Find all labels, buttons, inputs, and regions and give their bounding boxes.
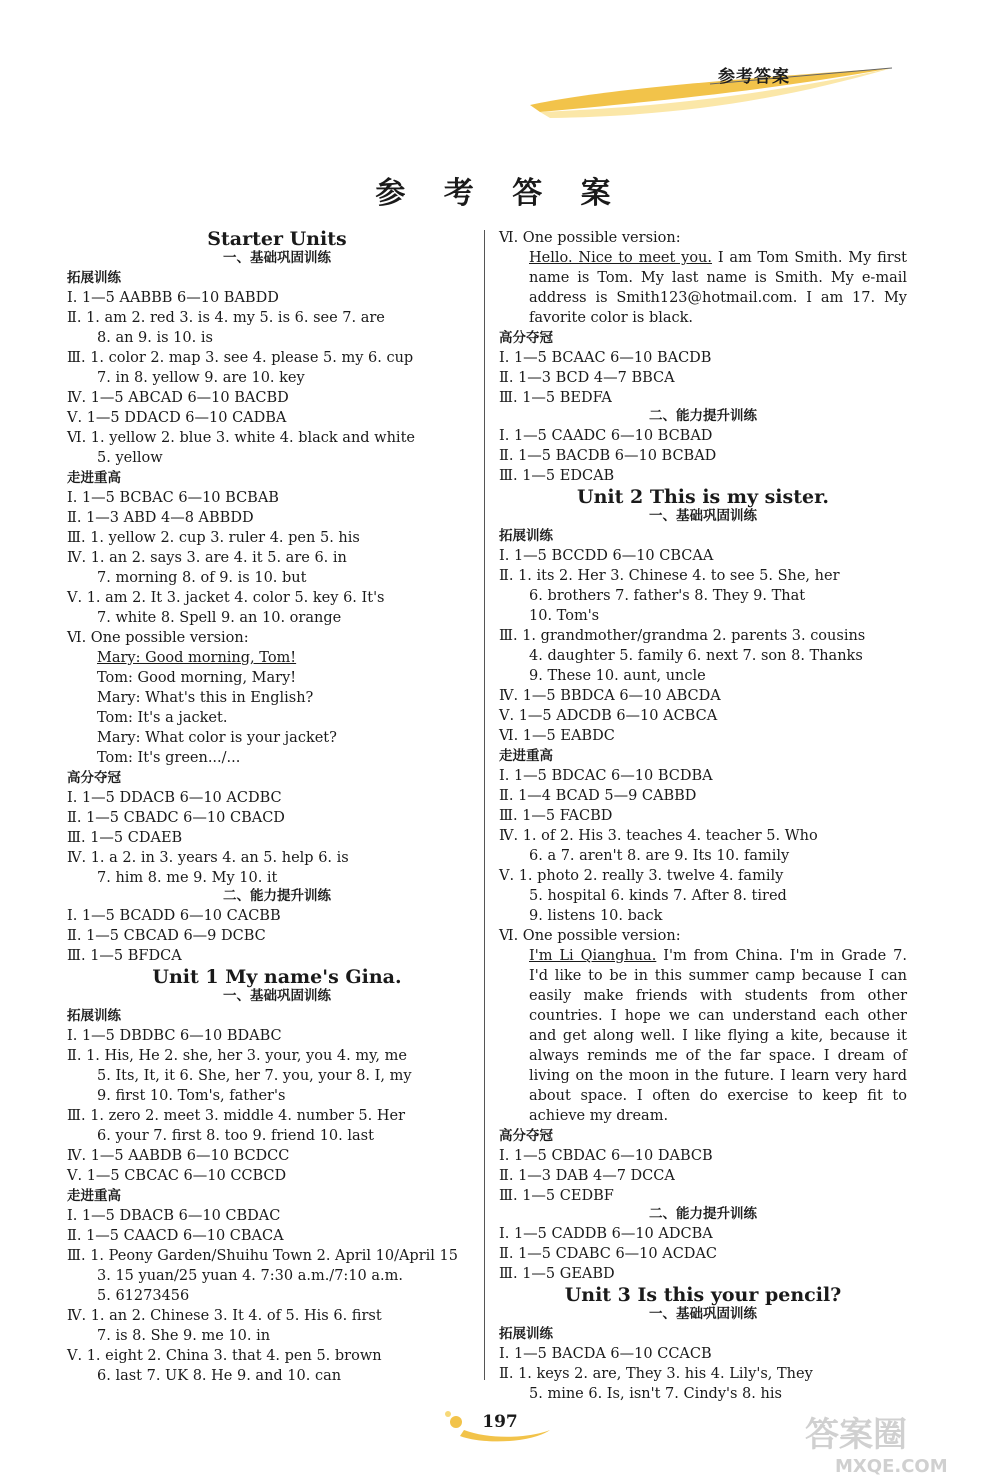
unit-heading: Unit 2 This is my sister.	[577, 486, 829, 508]
answer-line: Ⅲ. 1. yellow 2. cup 3. ruler 4. pen 5. his	[67, 530, 360, 546]
answer-line: 7. white 8. Spell 9. an 10. orange	[97, 610, 342, 626]
answer-line: 9. listens 10. back	[529, 908, 663, 924]
answer-line: Ⅰ. 1—5 CADDB 6—10 ADCBA	[499, 1226, 713, 1242]
answer-line: Ⅴ. 1—5 DDACD 6—10 CADBA	[67, 410, 287, 426]
answer-line: Ⅲ. 1—5 BEDFA	[499, 390, 612, 406]
answer-line: Ⅳ. 1. of 2. His 3. teaches 4. teacher 5. Who	[499, 828, 818, 844]
answer-line: Ⅱ. 1—4 BCAD 5—9 CABBD	[499, 788, 697, 804]
answer-line: Ⅵ. 1. yellow 2. blue 3. white 4. black and white	[67, 430, 415, 446]
answer-line: Ⅲ. 1—5 GEABD	[499, 1266, 615, 1282]
section-label: 拓展训练	[67, 1008, 121, 1024]
answer-line: Ⅰ. 1—5 CAADC 6—10 BCBAD	[499, 428, 713, 444]
answer-line: Ⅱ. 1. keys 2. are, They 3. his 4. Lily's, They	[499, 1366, 813, 1382]
answer-line: 6. a 7. aren't 8. are 9. Its 10. family	[529, 848, 790, 864]
answer-line: 9. first 10. Tom's, father's	[97, 1088, 286, 1104]
answer-line: Ⅲ. 1. Peony Garden/Shuihu Town 2. April 10/April 15	[67, 1248, 458, 1264]
writing-sample	[499, 946, 907, 1126]
answer-line: Ⅱ. 1. His, He 2. she, her 3. your, you 4. my, me	[67, 1048, 407, 1064]
answer-line: 5. Its, It, it 6. She, her 7. you, your 8. I, my	[97, 1068, 412, 1084]
answer-line: Ⅰ. 1—5 CBDAC 6—10 DABCB	[499, 1148, 713, 1164]
answer-line: 7. morning 8. of 9. is 10. but	[97, 570, 307, 586]
answer-line: 7. him 8. me 9. My 10. it	[97, 870, 278, 886]
unit-heading: Unit 1 My name's Gina.	[152, 966, 402, 988]
answer-line: Ⅰ. 1—5 BCADD 6—10 CACBB	[67, 908, 281, 924]
writing-opening: I'm Li Qianghua.	[529, 948, 657, 964]
answer-line: Ⅲ. 1—5 FACBD	[499, 808, 613, 824]
answer-line: Ⅱ. 1—3 BCD 4—7 BBCA	[499, 370, 675, 386]
answer-line: Ⅵ. 1—5 EABDC	[499, 728, 615, 744]
answer-line: Ⅰ. 1—5 BDCAC 6—10 BCDBA	[499, 768, 713, 784]
column-divider	[484, 230, 485, 1380]
answer-line: Ⅲ. 1—5 CDAEB	[67, 830, 183, 846]
answer-line: Ⅰ. 1—5 BACDA 6—10 CCACB	[499, 1346, 712, 1362]
unit-heading: Starter Units	[207, 228, 347, 250]
answer-line: Ⅲ. 1. zero 2. meet 3. middle 4. number 5. Her	[67, 1108, 406, 1124]
answer-line: Ⅱ. 1. its 2. Her 3. Chinese 4. to see 5. She, her	[499, 568, 840, 584]
writing-body: I am Tom Smith. My first name is Tom. My last name is Smith. My e-mail address is Smith123@hotmail.com. I am 17. My favorite color is black.	[529, 250, 908, 326]
answer-line: Tom: Good morning, Mary!	[97, 670, 297, 686]
answer-line: 3. 15 yuan/25 yuan 4. 7:30 a.m./7:10 a.m.	[97, 1268, 403, 1284]
answer-line: Ⅰ. 1—5 DBACB 6—10 CBDAC	[67, 1208, 281, 1224]
answer-line: Ⅵ. One possible version:	[67, 630, 249, 646]
answer-line: Ⅳ. 1—5 BBDCA 6—10 ABCDA	[499, 688, 721, 704]
answer-line: Ⅴ. 1—5 CBCAC 6—10 CCBCD	[67, 1168, 287, 1184]
writing-body: I'm from China. I'm in Grade 7. I'd like to be in this summer camp because I can easily make friends with students from other countries. I hope we can understand each other and get along well. I like flying a kite, because it always reminds me of the far space. I dream of living on the moon in the future. I learn very hard about space. I often do exercise to keep fit to achieve my dream.	[529, 948, 908, 1124]
answer-line: Ⅲ. 1. grandmother/grandma 2. parents 3. cousins	[499, 628, 866, 644]
answer-line: Ⅱ. 1—5 BACDB 6—10 BCBAD	[499, 448, 717, 464]
answer-line: Ⅴ. 1. am 2. It 3. jacket 4. color 5. key 6. It's	[67, 590, 385, 606]
answer-line: 5. yellow	[97, 450, 163, 466]
section-label: 走进重高	[499, 748, 553, 764]
answer-line: Tom: It's a jacket.	[97, 710, 228, 726]
header-banner-decoration	[520, 60, 900, 120]
unit-heading: Unit 3 Is this your pencil?	[564, 1284, 842, 1306]
answer-line: Ⅵ. One possible version:	[499, 928, 681, 944]
answer-line: Ⅳ. 1—5 AABDB 6—10 BCDCC	[67, 1148, 290, 1164]
answer-line: Ⅱ. 1—5 CBCAD 6—9 DCBC	[67, 928, 266, 944]
answer-line: Ⅰ. 1—5 BCCDD 6—10 CBCAA	[499, 548, 714, 564]
answer-line: Mary: What color is your jacket?	[97, 730, 337, 746]
answer-line: Ⅳ. 1. an 2. Chinese 3. It 4. of 5. His 6. first	[67, 1308, 382, 1324]
answer-line: Ⅱ. 1—5 CDABC 6—10 ACDAC	[499, 1246, 717, 1262]
answer-line: Ⅳ. 1. a 2. in 3. years 4. an 5. help 6. is	[67, 850, 349, 866]
answer-line: Ⅲ. 1. color 2. map 3. see 4. please 5. my 6. cup	[67, 350, 414, 366]
answer-line: Ⅱ. 1. am 2. red 3. is 4. my 5. is 6. see 7. are	[67, 310, 385, 326]
section-label: 走进重高	[67, 470, 121, 486]
header-label: 参考答案	[718, 67, 790, 87]
watermark-text: 答案圈	[805, 1415, 907, 1455]
answer-line: Ⅱ. 1—3 ABD 4—8 ABBDD	[67, 510, 254, 526]
answer-line: Mary: What's this in English?	[97, 690, 314, 706]
watermark-url: MXQE.COM	[835, 1456, 948, 1477]
subsection-heading: 一、基础巩固训练	[223, 988, 331, 1004]
answer-line: Ⅰ. 1—5 DDACB 6—10 ACDBC	[67, 790, 282, 806]
writing-opening: Hello. Nice to meet you.	[529, 250, 713, 266]
answer-line: 6. last 7. UK 8. He 9. and 10. can	[97, 1368, 342, 1384]
answer-line: 7. is 8. She 9. me 10. in	[97, 1328, 271, 1344]
subsection-heading: 一、基础巩固训练	[223, 250, 331, 266]
answer-line: 10. Tom's	[529, 608, 600, 624]
answer-line: 9. These 10. aunt, uncle	[529, 668, 706, 684]
section-label: 拓展训练	[67, 270, 121, 286]
answer-line: 7. in 8. yellow 9. are 10. key	[97, 370, 305, 386]
subsection-heading: 二、能力提升训练	[223, 888, 331, 904]
right-column	[499, 228, 907, 1404]
answer-line: Ⅰ. 1—5 AABBB 6—10 BABDD	[67, 290, 279, 306]
answer-line: Ⅲ. 1—5 CEDBF	[499, 1188, 614, 1204]
answer-line: Tom: It's green.../...	[97, 750, 241, 766]
answer-line: Ⅱ. 1—5 CAACD 6—10 CBACA	[67, 1228, 284, 1244]
section-label: 走进重高	[67, 1188, 121, 1204]
writing-sample	[499, 248, 907, 328]
section-label: 拓展训练	[499, 1326, 553, 1342]
answer-line: 8. an 9. is 10. is	[97, 330, 213, 346]
section-label: 拓展训练	[499, 528, 553, 544]
answer-line: 4. daughter 5. family 6. next 7. son 8. Thanks	[529, 648, 863, 664]
left-column	[67, 228, 487, 1386]
answer-line: Ⅳ. 1—5 ABCAD 6—10 BACBD	[67, 390, 289, 406]
answer-line: Ⅰ. 1—5 DBDBC 6—10 BDABC	[67, 1028, 282, 1044]
subsection-heading: 二、能力提升训练	[649, 408, 757, 424]
answer-line: Ⅲ. 1—5 BFDCA	[67, 948, 182, 964]
page-number: 197	[482, 1412, 518, 1432]
answer-line: Ⅱ. 1—3 DAB 4—7 DCCA	[499, 1168, 675, 1184]
answer-line: Ⅱ. 1—5 CBADC 6—10 CBACD	[67, 810, 285, 826]
answer-line: 5. mine 6. Is, isn't 7. Cindy's 8. his	[529, 1386, 782, 1402]
answer-line: Ⅰ. 1—5 BCBAC 6—10 BCBAB	[67, 490, 279, 506]
section-label: 高分夺冠	[67, 770, 121, 786]
subsection-heading: 一、基础巩固训练	[649, 508, 757, 524]
answer-line: Ⅰ. 1—5 BCAAC 6—10 BACDB	[499, 350, 712, 366]
answer-line: 5. hospital 6. kinds 7. After 8. tired	[529, 888, 787, 904]
answer-line: Ⅴ. 1. eight 2. China 3. that 4. pen 5. brown	[67, 1348, 382, 1364]
subsection-heading: 二、能力提升训练	[649, 1206, 757, 1222]
page-title: 参 考 答 案	[375, 176, 625, 211]
answer-line: Ⅲ. 1—5 EDCAB	[499, 468, 615, 484]
answer-line: 6. your 7. first 8. too 9. friend 10. last	[97, 1128, 374, 1144]
answer-line: Ⅴ. 1—5 ADCDB 6—10 ACBCA	[499, 708, 718, 724]
subsection-heading: 一、基础巩固训练	[649, 1306, 757, 1322]
answer-line: Ⅳ. 1. an 2. says 3. are 4. it 5. are 6. in	[67, 550, 347, 566]
answer-line: Ⅵ. One possible version:	[499, 230, 681, 246]
answer-line: Ⅴ. 1. photo 2. really 3. twelve 4. family	[499, 868, 784, 884]
section-label: 高分夺冠	[499, 330, 553, 346]
answer-line: 6. brothers 7. father's 8. They 9. That	[529, 588, 806, 604]
watermark-logo	[795, 1408, 995, 1478]
answer-line: 5. 61273456	[97, 1288, 190, 1304]
answer-line-underlined: Mary: Good morning, Tom!	[97, 650, 297, 666]
section-label: 高分夺冠	[499, 1128, 553, 1144]
